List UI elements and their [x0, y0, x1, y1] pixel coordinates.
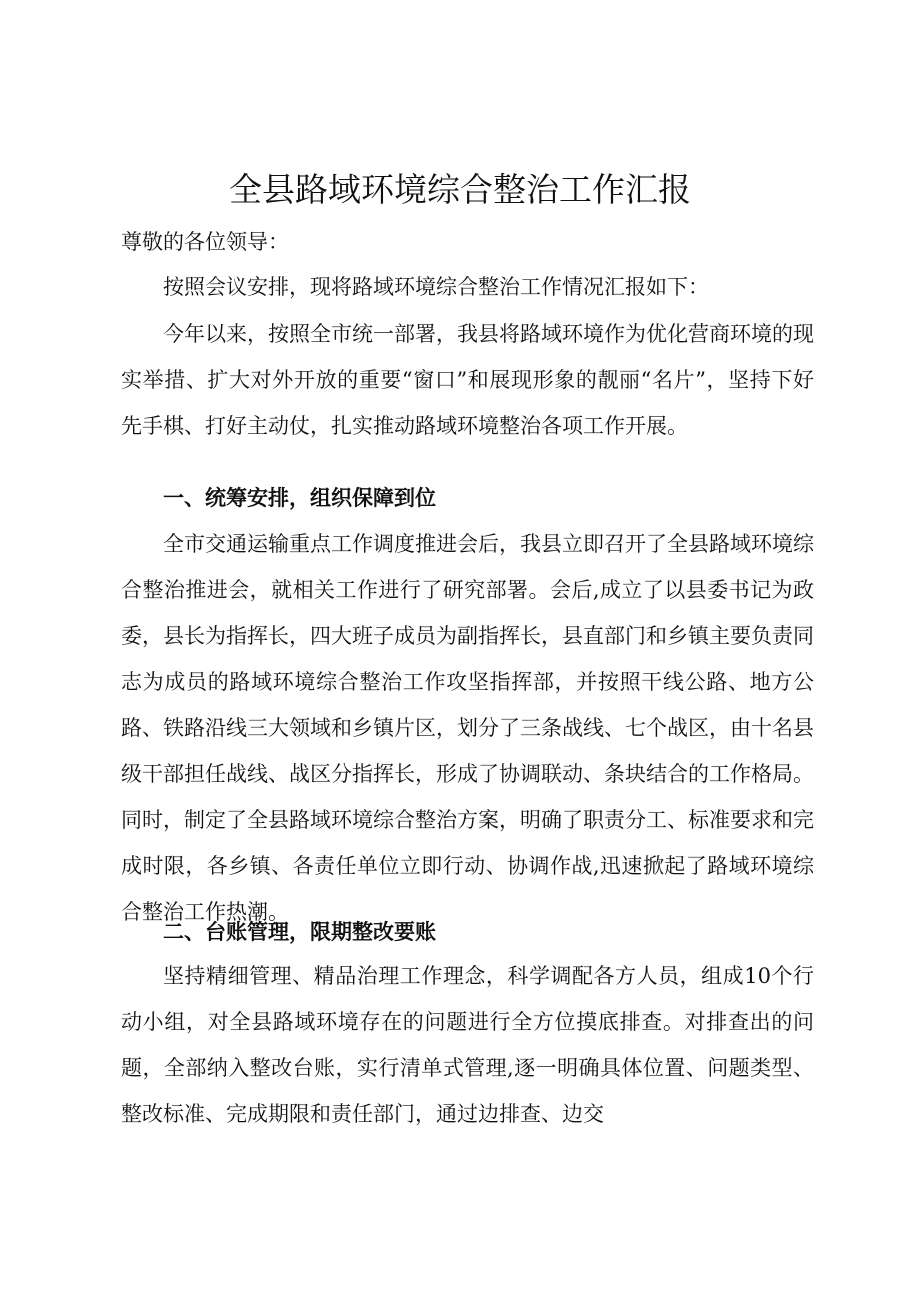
- section-heading-2: 二、台账管理，限期整改要账: [163, 920, 436, 944]
- salutation: 尊敬的各位领导：: [121, 230, 289, 254]
- intro-paragraph: 按照会议安排，现将路域环境综合整治工作情况汇报如下：: [163, 275, 709, 299]
- document-title: 全县路域环境综合整治工作汇报: [229, 170, 691, 209]
- section-heading-1: 一、统筹安排，组织保障到位: [163, 486, 436, 510]
- section-2-paragraph: 坚持精细管理、精品治理工作理念，科学调配各方人员，组成10个行动小组，对全县路域环境存在的问题进行全方位摸底排查。对排查出的问题，全部纳入整改台账，实行清单式管理,逐一明确具体位置、问题类型、整改标准、完成期限和责任部门，通过边排查、边交: [121, 964, 814, 1126]
- opening-paragraph: 今年以来，按照全市统一部署，我县将路域环境作为优化营商环境的现实举措、扩大对外开放的重要“窗口”和展现形象的靓丽“名片”，坚持下好先手棋、打好主动仗，扎实推动路域环境整治各项工作开展。: [121, 322, 814, 438]
- section-1-paragraph: 全市交通运输重点工作调度推进会后，我县立即召开了全县路域环境综合整治推进会，就相关工作进行了研究部署。会后,成立了以县委书记为政委，县长为指挥长，四大班子成员为副指挥长，县直部门和乡镇主要负责同志为成员的路域环境综合整治工作攻坚指挥部，并按照干线公路、地方公路、铁路沿线三大领域和乡镇片区，划分了三条战线、七个战区，由十名县级干部担任战线、战区分指挥长，形成了协调联动、条块结合的工作格局。同时，制定了全县路域环境综合整治方案，明确了职责分工、标准要求和完成时限，各乡镇、各责任单位立即行动、协调作战,迅速掀起了路域环境综合整治工作热潮。: [121, 532, 814, 924]
